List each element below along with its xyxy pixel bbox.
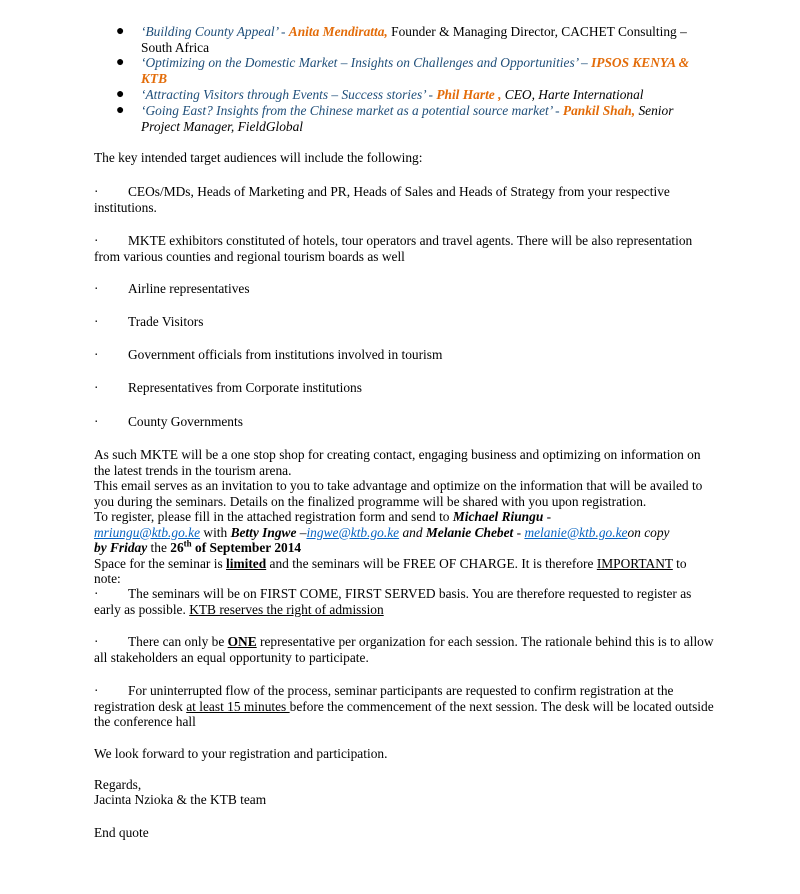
audience-item: · MKTE exhibitors constituted of hotels, tour operators and travel agents. There will be also representation from various counties and regional tourism boards as well <box>94 233 693 264</box>
bullet-icon: ● <box>116 24 125 39</box>
regards: Regards, <box>94 777 142 792</box>
speaker-item: ‘Optimizing on the Domestic Market – Insights on Challenges and Opportunities’ – IPSOS KENYA & KTB <box>141 55 690 86</box>
note-item: · There can only be ONE representative per organization for each session. The rationale behind this is to allow all stakeholders an equal opportunity to participate. <box>94 634 714 665</box>
signature: Jacinta Nzioka & the KTB team <box>94 792 267 807</box>
email-link[interactable]: melanie@ktb.go.ke <box>524 524 628 540</box>
space-paragraph: Space for the seminar is limited and the seminars will be FREE OF CHARGE. It is therefore IMPORTANT to note: <box>94 555 687 586</box>
deadline-date: 26th of September 2014 <box>170 538 302 555</box>
bullet-icon: ● <box>116 55 125 70</box>
contact-name: Melanie Chebet <box>425 524 514 540</box>
speaker-item: ‘Going East? Insights from the Chinese market as a potential source market’ - Pankil Shah, Senior Project Manager, FieldGlobal <box>141 103 674 134</box>
note-item: · For uninterrupted flow of the process, seminar participants are requested to confirm registration at the registration desk at least 15 minutes before the commencement of the next session. The desk will be located outside the conference hall <box>94 683 714 729</box>
audience-item: · Trade Visitors <box>94 314 204 329</box>
body-paragraphs <box>94 447 714 587</box>
speaker-item: ‘Building County Appeal’ - Anita Mendiratta, Founder & Managing Director, CACHET Consulting – South Africa <box>141 24 687 55</box>
email-link[interactable]: ingwe@ktb.go.ke <box>306 524 400 540</box>
note-item: · The seminars will be on FIRST COME, FIRST SERVED basis. You are therefore requested to register as early as possible. KTB reserves the right of admission <box>94 586 692 617</box>
audience-item: · Airline representatives <box>94 281 250 296</box>
audience-item: · Representatives from Corporate institutions <box>94 380 362 395</box>
mkte-paragraph: As such MKTE will be a one stop shop for creating contact, engaging business and optimizing on information on the latest trends in the tourism arena. <box>94 447 701 478</box>
bullet-icon: ● <box>116 87 125 102</box>
audience-intro: The key intended target audiences will include the following: <box>94 150 423 165</box>
audience-item: · CEOs/MDs, Heads of Marketing and PR, Heads of Sales and Heads of Strategy from your respective institutions. <box>94 184 670 215</box>
invitation-paragraph: This email serves as an invitation to you to take advantage and optimize on the information that will be availed to you during the seminars. Details on the finalized programme will be shared with you upon registration. <box>94 478 703 509</box>
end-quote: End quote <box>94 825 149 840</box>
bullet-icon: ● <box>116 103 125 118</box>
deadline-day: by Friday <box>94 540 148 555</box>
email-link[interactable]: mriungu@ktb.go.ke <box>94 524 201 540</box>
speaker-item: ‘Attracting Visitors through Events – Success stories’ - Phil Harte , CEO, Harte International <box>141 87 644 102</box>
contact-name: Betty Ingwe <box>230 524 297 540</box>
audience-item: · Government officials from institutions involved in tourism <box>94 347 443 362</box>
closing-line: We look forward to your registration and participation. <box>94 746 388 761</box>
registration-paragraph: To register, please fill in the attached registration form and send to Michael Riungu - mriungu@ktb.go.ke with Betty Ingwe –ingwe@ktb.go.ke and Melanie Chebet - melanie@ktb.go.keon copy by Friday the 26th of September 2014 <box>94 509 670 555</box>
contact-name: Michael Riungu <box>452 509 544 524</box>
audience-item: · County Governments <box>94 414 243 429</box>
